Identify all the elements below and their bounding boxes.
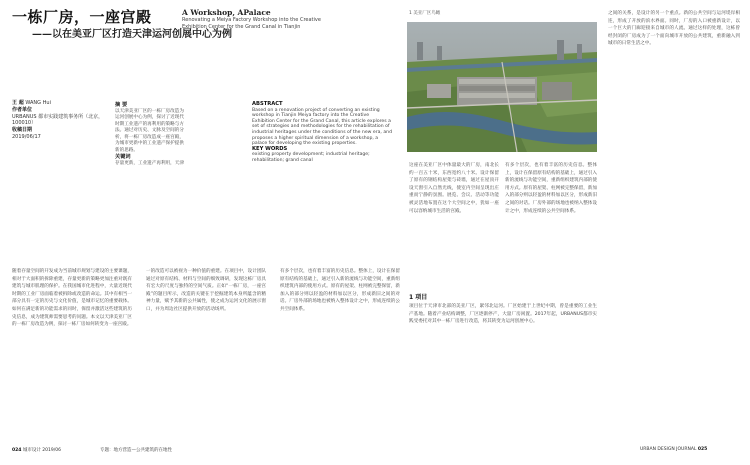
english-title: A Workshop, APalace [182, 8, 271, 17]
section-heading: 1 项目 [409, 294, 428, 301]
abstract-cn-body: 以天津美亚厂区的一栋厂房改造为运河创展中心为例，探讨了近现代时期工业遗产的再利用的策略与方法。通过对历史、文脉及空间的分析，将一栋厂房改造成一座宫殿，为城市更新中的工业遗产保护提供新的思路。 [115, 108, 184, 153]
keywords-cn: 存量更新，工业遗产再利用，天津 [115, 160, 184, 166]
author-name-en: WANG Hui [25, 100, 51, 106]
keywords-en-heading: KEY WORDS [252, 145, 288, 152]
page-title: 一栋厂房，一座宫殿 [12, 8, 152, 26]
section-body: 项目位于天津市北部的美亚厂区，紧邻北运河。厂区始建于上世纪中期，曾是重要的工业生产基地。随着产业结构调整，厂区逐渐停产，大量厂房闲置。2017年起，URBANUS都市实践受委托对其中一栋厂房进行改造，将其转变为运河创展中心。 [409, 304, 597, 325]
body-column-4: 这座在美亚厂区中体量最大的厂房，南北长约一百五十米，东西宽约八十米。设计保留了原有的钢结构屋架与砖墙，通过在屋顶开设天窗引入自然光线，使室内空间呈现出庄重而宁静的氛围。展览、会议、活动等功能被灵活地布置在这个大空间之中，犹如一座可以容纳城市生活的宫殿。 [409, 163, 499, 214]
author-meta [12, 100, 107, 141]
keywords-en: existing property development; industrial heritage; rehabilitation; grand canal [252, 152, 370, 163]
abstract-en-heading: ABSTRACT [252, 101, 283, 107]
abstract-cn [115, 102, 185, 167]
body-column-3: 有多个层次，也有着丰富的历史信息。整体上，设计在保留原有结构的基础上，通过引入新的流线与功能空间，重新组织建筑内部的使用方式。原有的屋架、柱网被完整保留，新加入的部分则以轻盈的材料加以区分，形成新旧之间的对话。厂房外部的场地也被纳入整体设计之中，形成连续的公共空间体系。 [280, 269, 400, 312]
abstract-en [252, 102, 392, 164]
right-page-number: 025 [697, 447, 708, 452]
figure-caption: 1 美亚厂区鸟瞰 [409, 11, 441, 16]
date-label: 收稿日期 [12, 127, 33, 134]
aerial-photo-svg [407, 22, 597, 152]
right-journal-name: URBAN DESIGN JOURNAL [640, 447, 697, 452]
author-name: 王 超 [12, 100, 24, 106]
body-column-5: 之间的关系，是设计的另一个重点。新的公共空间与运河堤岸相连，形成了开放的滨水界面。同时，厂房的入口被重新设计，以一个巨大的门廊迎接来自城市的人流。通过这样的处理，这栋曾经封闭的厂房成为了一个面向城市开放的公共建筑，重新融入到城市的日常生活之中。 [608, 11, 740, 47]
left-folio [12, 447, 61, 453]
abstract-cn-heading: 摘 要 [115, 102, 128, 108]
date-value: 2019/06/17 [12, 133, 41, 140]
right-folio [640, 447, 707, 452]
aerial-photo [407, 22, 597, 152]
body-column-1: 随着存量空间的开发成为当前城市规划与建设的主要课题，相对于大面积的拆除重建，存量更新的策略更加注重对既有建筑与城市肌理的保护。在我国城市化进程中，大量近现代时期的工业厂房面临着被拆除或改造的命运。其中有相当一部分具有一定的历史与文化价值，是城市记忆的重要载体。如何在满足新的功能需求的同时，保留并激活这些建筑的历史信息，成为建筑师需要思考的问题。本文以天津美亚厂区的一栋厂房改造为例，探讨一栋厂房如何转变为一座宫殿。 [12, 269, 132, 328]
abstract-en-body: Based on a renovation project of converting an existing workshop in Tianjin Meiya factory into the Creative Exhibition Center for the Grand Canal, this article explores a set of strategies and methodologies for the rehabilitation of industrial heritages under the conditions of the new era, and proposes a higher spiritual dimension of a workshop, a palace for developing the existing properties. [252, 107, 392, 147]
unit-label: 作者单位 [12, 106, 33, 113]
english-subtitle: Renovating a Meiya Factory Workshop into the Creative Exhibition Center for the Grand Canal in Tianjin [182, 17, 321, 30]
left-topic: 专题：地方营造—公共建筑的在地性 [100, 448, 172, 453]
keywords-cn-heading: 关键词 [115, 154, 131, 160]
page-subtitle: ——以在美亚厂区打造天津运河创展中心为例 [32, 29, 232, 40]
body-column-5a: 有多个层次，也有着丰富的历史信息。整体上，设计在保留原有结构的基础上，通过引入新的流线与功能空间，重新组织建筑内部的使用方式。原有的屋架、柱网被完整保留，新加入的部分则以轻盈的材料加以区分，形成新旧之间的对话。厂房外部的场地也被纳入整体设计之中，形成连续的公共空间体系。 [505, 163, 597, 214]
unit-value: URBANUS 都市实践建筑事务所（北京，100010） [12, 113, 104, 127]
body-column-2: 一的改造可以被视为一种价值的重建。在项目中，设计团队通过对原有结构、材料与空间的细致调研，发现这栋厂房具有宏大的尺度与独特的空间气质。正如“一栋厂房，一座宫殿”的题目所示，改造的关键在于挖掘建筑本身所蕴含的精神力量，赋予其新的公共属性，使之成为运河文化的展示窗口，并为周边社区提供开放的活动场所。 [146, 269, 266, 312]
left-journal-name: 城市设计 2019/06 [22, 448, 61, 453]
left-page-number: 024 [12, 448, 22, 453]
